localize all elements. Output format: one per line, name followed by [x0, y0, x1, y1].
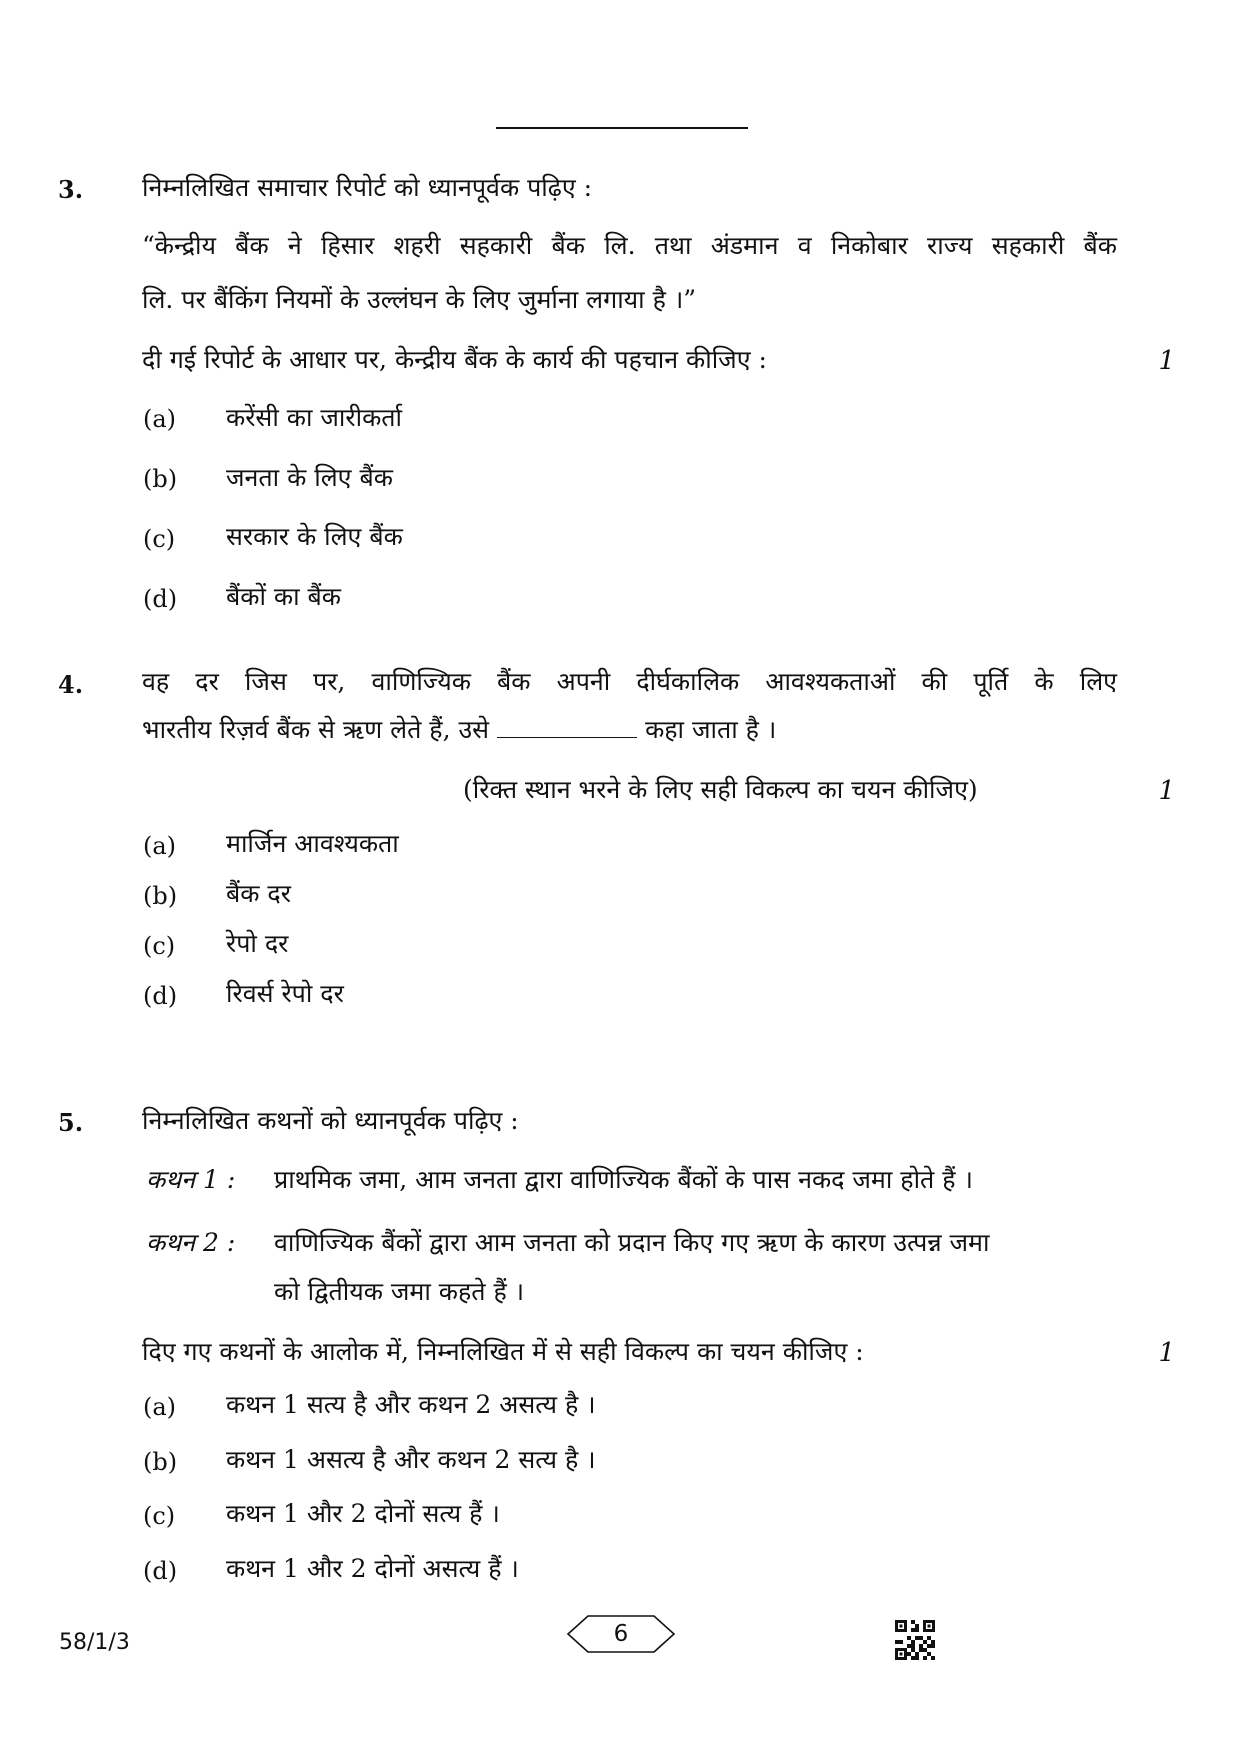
option-text: करेंसी का जारीकर्ता	[226, 403, 403, 432]
option-label: (a)	[143, 405, 177, 433]
option-label: (c)	[143, 525, 176, 553]
page-number: 6	[613, 1621, 629, 1647]
question-line-2-after: कहा जाता है ।	[645, 715, 777, 744]
paper-code: 58/1/3	[59, 1630, 130, 1655]
statement-2-line-2: को द्वितीयक जमा कहते हैं ।	[274, 1277, 525, 1306]
option-label: (d)	[143, 982, 178, 1010]
question-number: 3.	[58, 175, 84, 204]
option-text: बैंक दर	[226, 879, 291, 908]
quote-line-1: “केन्द्रीय बैंक ने हिसार शहरी सहकारी बैंक लि. तथा अंडमान व निकोबार राज्य सहकारी बैंक	[142, 231, 1117, 260]
option-label: (c)	[143, 932, 176, 960]
question-intro: निम्नलिखित कथनों को ध्यानपूर्वक पढ़िए :	[142, 1106, 519, 1135]
statement-1-label: कथन 1 :	[146, 1165, 236, 1194]
option-label: (b)	[143, 1448, 178, 1476]
question-intro: निम्नलिखित समाचार रिपोर्ट को ध्यानपूर्वक पढ़िए :	[142, 173, 593, 202]
option-text: रिवर्स रेपो दर	[226, 979, 344, 1008]
question-number: 5.	[58, 1108, 84, 1137]
option-text: रेपो दर	[226, 929, 289, 958]
question-number: 4.	[58, 670, 84, 699]
qr-code-icon	[895, 1620, 935, 1660]
option-text: सरकार के लिए बैंक	[226, 522, 403, 551]
question-line-2-before: भारतीय रिज़र्व बैंक से ऋण लेते हैं, उसे	[142, 715, 490, 744]
question-text: दिए गए कथनों के आलोक में, निम्नलिखित में से सही विकल्प का चयन कीजिए :	[142, 1337, 864, 1366]
option-label: (a)	[143, 1393, 177, 1421]
marks: 1	[1158, 776, 1175, 806]
fill-in-blank	[497, 715, 637, 738]
statement-2-line-1: वाणिज्यिक बैंकों द्वारा आम जनता को प्रदान किए गए ऋण के कारण उत्पन्न जमा	[274, 1228, 990, 1257]
marks: 1	[1158, 346, 1175, 376]
option-text: जनता के लिए बैंक	[226, 463, 393, 492]
option-text: कथन 1 और 2 दोनों सत्य हैं ।	[226, 1499, 500, 1528]
option-label: (b)	[143, 465, 178, 493]
option-text: कथन 1 असत्य है और कथन 2 सत्य है ।	[226, 1445, 596, 1474]
question-text: दी गई रिपोर्ट के आधार पर, केन्द्रीय बैंक के कार्य की पहचान कीजिए :	[142, 345, 767, 374]
question-line-2	[142, 712, 776, 748]
option-text: बैंकों का बैंक	[226, 582, 341, 611]
option-label: (c)	[143, 1502, 176, 1530]
option-label: (b)	[143, 882, 178, 910]
statement-1-text: प्राथमिक जमा, आम जनता द्वारा वाणिज्यिक बैंकों के पास नकद जमा होते हैं ।	[274, 1165, 973, 1194]
option-label: (d)	[143, 585, 178, 613]
option-text: कथन 1 और 2 दोनों असत्य हैं ।	[226, 1554, 519, 1583]
option-text: कथन 1 सत्य है और कथन 2 असत्य है ।	[226, 1390, 596, 1419]
option-label: (a)	[143, 832, 177, 860]
option-label: (d)	[143, 1557, 178, 1585]
question-line-1: वह दर जिस पर, वाणिज्यिक बैंक अपनी दीर्घकालिक आवश्यकताओं की पूर्ति के लिए	[142, 667, 1117, 696]
statement-2-label: कथन 2 :	[146, 1228, 236, 1257]
top-divider	[496, 127, 748, 129]
marks: 1	[1158, 1338, 1175, 1368]
quote-line-2: लि. पर बैंकिंग नियमों के उल्लंघन के लिए जुर्माना लगाया है ।”	[142, 285, 697, 314]
fill-instruction: (रिक्त स्थान भरने के लिए सही विकल्प का चयन कीजिए)	[463, 775, 978, 804]
option-text: मार्जिन आवश्यकता	[226, 829, 399, 858]
